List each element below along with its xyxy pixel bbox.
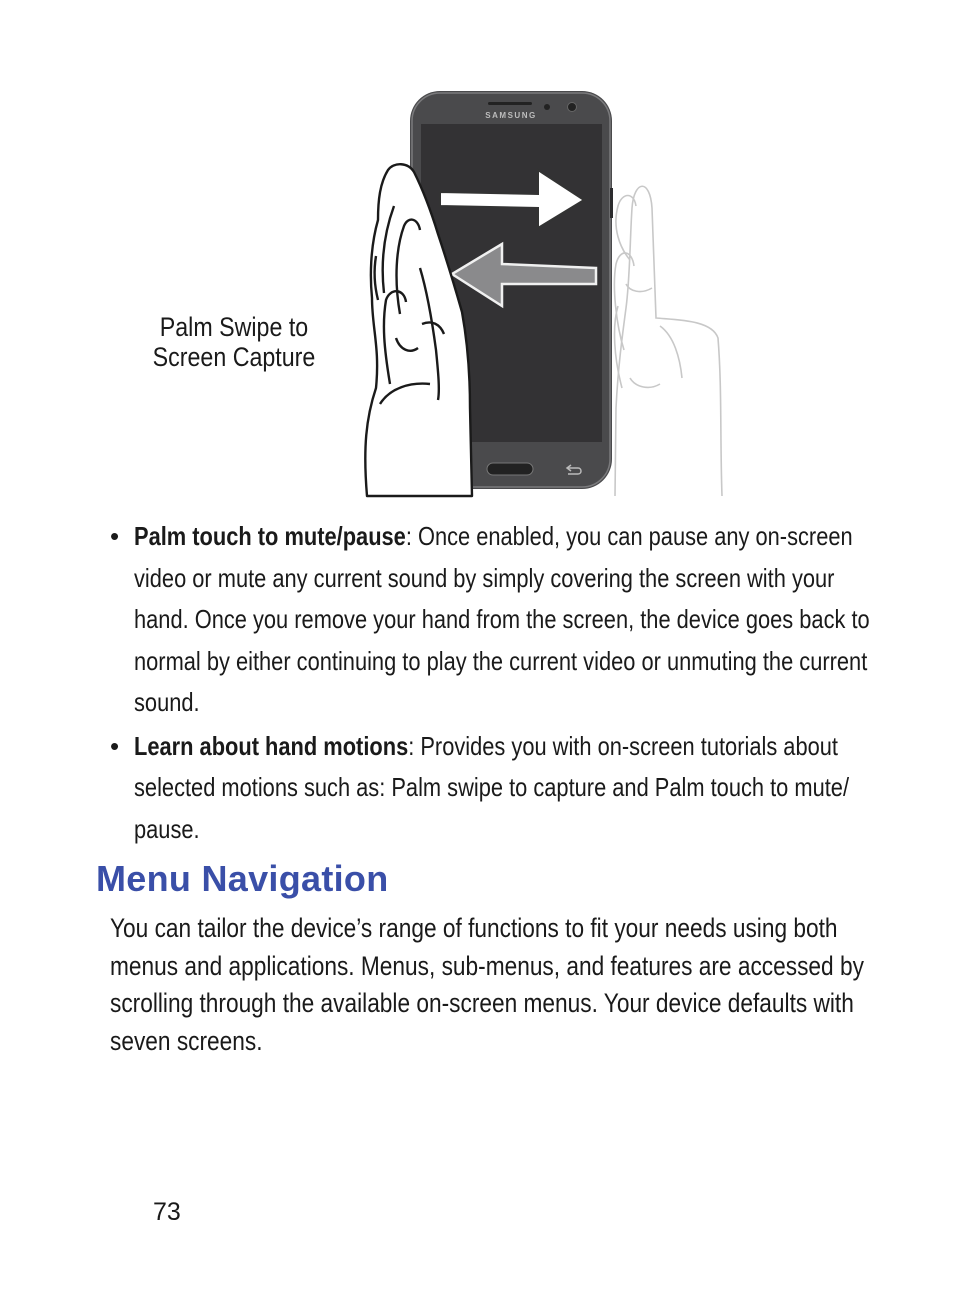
bullet-icon: •	[110, 521, 120, 551]
caption-line-1: Palm Swipe to	[159, 312, 309, 342]
palm-swipe-illustration	[360, 88, 730, 500]
bullet-list	[108, 516, 898, 850]
bullet-title: Learn about hand motions	[134, 730, 409, 761]
section-heading: Menu Navigation	[96, 858, 389, 899]
page-number: 73	[153, 1198, 181, 1226]
brand-logo: SAMSUNG	[485, 111, 537, 120]
caption-line-2: Screen Capture	[152, 342, 316, 372]
bullet-text: : Once enabled, you can pause any on-screen video or mute any current sound by simply covering the screen with your hand. Once you remove your hand from the screen, the device goes back to normal by either continuing to play the current video or unmuting the current sound.	[134, 521, 870, 717]
list-item	[108, 726, 898, 851]
hand-right-outline-icon	[614, 186, 722, 496]
figure-caption	[134, 312, 334, 372]
bullet-text: : Provides you with on-screen tutorials about selected motions such as: Palm swipe to capture and Palm touch to mute/ pause.	[134, 730, 850, 844]
section-paragraph: You can tailor the device’s range of functions to fit your needs using both menus and applications. Menus, sub-menus, and features are accessed by scrolling through the available on-screen menus. Your device defaults with seven screens.	[110, 913, 864, 1056]
bullet-icon: •	[110, 730, 120, 761]
bullet-title: Palm touch to mute/pause	[134, 521, 406, 551]
list-item	[108, 516, 898, 724]
